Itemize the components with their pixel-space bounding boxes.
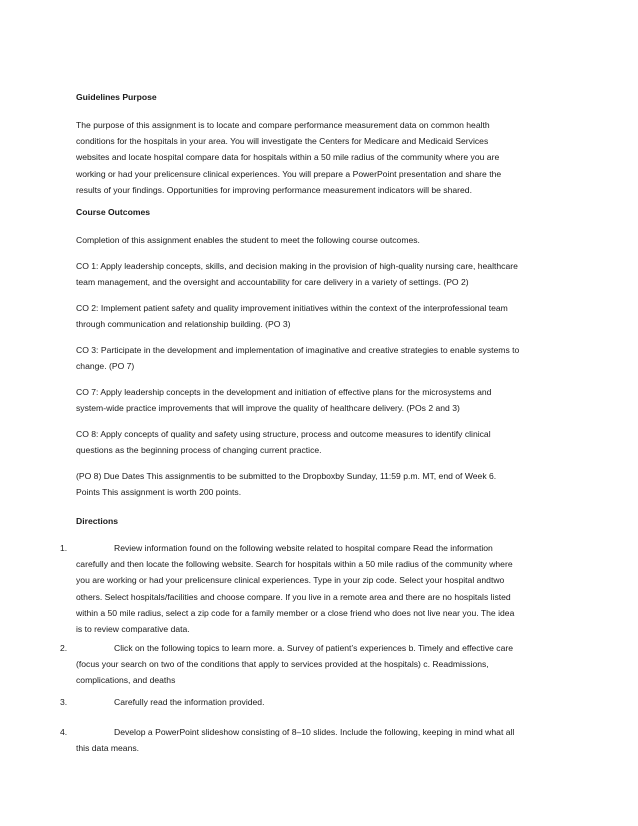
paragraph-line: results of your findings. Opportunities for improving performance measurement indicators will be shared. — [76, 184, 472, 195]
course-outcome-co3 — [76, 342, 576, 374]
paragraph-line: Carefully read the information provided. — [114, 697, 265, 707]
paragraph-line: this data means. — [76, 743, 140, 754]
course-outcome-co2 — [76, 300, 576, 332]
outcomes-intro — [76, 232, 576, 248]
purpose-paragraph — [76, 117, 576, 198]
paragraph-line: questions as the beginning process of changing current practice. — [76, 445, 322, 456]
paragraph-line: team management, and the oversight and accountability for care delivery in a variety of settings. (PO 2) — [76, 277, 469, 288]
directions-heading: Directions — [76, 516, 119, 526]
paragraph-line: Develop a PowerPoint slideshow consisting of 8–10 slides. Include the following, keeping in mind what all — [114, 727, 515, 737]
paragraph-line: within a 50 mile radius, select a zip code for a family member or a close friend who does not live near you. The idea — [76, 607, 515, 618]
paragraph-line: (focus your search on two of the conditions that apply to services provided at the hospitals) c. Readmissions, — [76, 659, 489, 670]
purpose-heading: Guidelines Purpose — [76, 92, 157, 102]
paragraph-line: is to review comparative data. — [76, 624, 190, 634]
paragraph-line: (PO 8) Due Dates This assignmentis to be submitted to the Dropboxby Sunday, 11:59 p.m. MT, end of Week 6. — [76, 471, 497, 481]
course-outcome-co8 — [76, 426, 576, 458]
paragraph-line: Review information found on the following website related to hospital compare Read the information — [114, 543, 493, 553]
paragraph-line: The purpose of this assignment is to locate and compare performance measurement data on common health — [76, 120, 490, 130]
due-dates-paragraph — [76, 468, 576, 500]
paragraph-line: carefully and then locate the following website. Search for hospitals within a 50 mile radius of the community where — [76, 559, 513, 570]
course-outcome-co7 — [76, 384, 576, 416]
paragraph-line: websites and locate hospital compare data for hospitals within a 50 mile radius of the community where you are — [76, 152, 500, 163]
list-number: 2. — [60, 643, 68, 653]
paragraph-line: system-wide practice improvements that will improve the quality of healthcare delivery. (POs 2 and 3) — [76, 403, 460, 414]
list-number: 4. — [60, 727, 68, 737]
paragraph-line: Points This assignment is worth 200 points. — [76, 487, 242, 498]
paragraph-line: CO 7: Apply leadership concepts in the development and initiation of effective plans for the microsystems and — [76, 387, 492, 397]
paragraph-line: CO 8: Apply concepts of quality and safety using structure, process and outcome measures to identify clinical — [76, 429, 491, 439]
paragraph-line: complications, and deaths — [76, 675, 176, 686]
course-outcome-co1 — [76, 258, 576, 290]
paragraph-line: Click on the following topics to learn more. a. Survey of patient’s experiences b. Timely and effective care — [114, 643, 514, 653]
paragraph-line: working or had your prelicensure clinical experiences. You will prepare a PowerPoint presentation and share the — [76, 168, 502, 179]
paragraph-line: through communication and relationship building. (PO 3) — [76, 319, 291, 330]
paragraph-line: you are working or had your prelicensure clinical experiences. Type in your zip code. Select your hospital andtwo — [76, 575, 505, 586]
paragraph-line: change. (PO 7) — [76, 361, 135, 372]
paragraph-line: CO 2: Implement patient safety and quality improvement initiatives within the context of the interprofessional team — [76, 303, 508, 313]
paragraph-line: CO 1: Apply leadership concepts, skills, and decision making in the provision of high-quality nursing care, healthcare — [76, 261, 518, 271]
paragraph-line: CO 3: Participate in the development and implementation of imaginative and creative strategies to enable systems to — [76, 345, 520, 355]
list-number: 3. — [60, 697, 68, 707]
list-number: 1. — [60, 543, 68, 553]
course-outcomes-heading: Course Outcomes — [76, 207, 151, 217]
paragraph-line: others. Select hospitals/facilities and choose compare. If you live in a remote area and there are no hospitals listed — [76, 591, 511, 602]
paragraph-line: Completion of this assignment enables the student to meet the following course outcomes. — [76, 235, 420, 245]
paragraph-line: conditions for the hospitals in your area. You will investigate the Centers for Medicare and Medicaid Services — [76, 136, 489, 147]
